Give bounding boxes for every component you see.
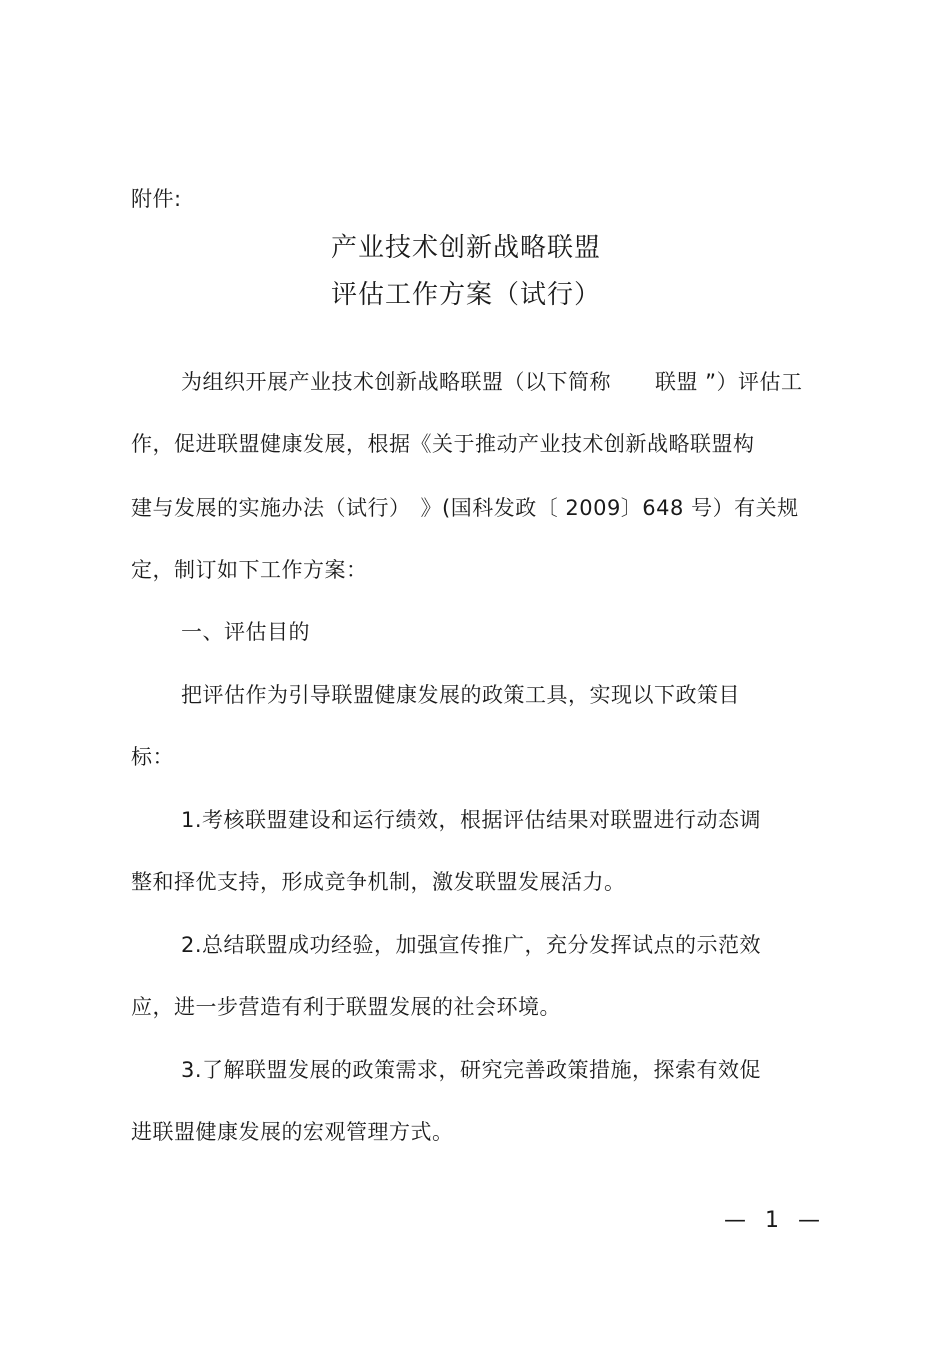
document-title-line2: 评估工作方案（试行） <box>331 280 602 310</box>
intro-paragraph-line: 作，促进联盟健康发展，根据《关于推动产业技术创新战略联盟构 <box>131 432 755 456</box>
page-number: — 1 — <box>724 1208 826 1233</box>
intro-paragraph-line: 定，制订如下工作方案： <box>131 558 368 582</box>
intro-line1-part1: 为组织开展产业技术创新战略联盟（以下简称 <box>181 370 611 394</box>
list-item-3-line1: 3.了解联盟发展的政策需求，研究完善政策措施，探索有效促 <box>181 1058 762 1082</box>
section-paragraph-line: 把评估作为引导联盟健康发展的政策工具，实现以下政策目 <box>181 683 740 707</box>
section-paragraph-line: 标： <box>131 745 174 769</box>
intro-line3-part2: 》(国科发政〔 2009〕648 号）有关规 <box>420 496 799 520</box>
list-item-1-line2: 整和择优支持，形成竞争机制，激发联盟发展活力。 <box>131 870 626 894</box>
section-heading: 一、评估目的 <box>181 620 310 644</box>
intro-paragraph-line <box>131 494 799 522</box>
intro-paragraph-line <box>181 368 803 396</box>
intro-line3-part1: 建与发展的实施办法（试行） <box>131 496 411 520</box>
list-item-2-line1: 2.总结联盟成功经验，加强宣传推广，充分发挥试点的示范效 <box>181 933 762 957</box>
list-item-3-line2: 进联盟健康发展的宏观管理方式。 <box>131 1120 454 1144</box>
list-item-2-line2: 应，进一步营造有利于联盟发展的社会环境。 <box>131 995 561 1019</box>
list-item-1-line1: 1.考核联盟建设和运行绩效，根据评估结果对联盟进行动态调 <box>181 808 762 832</box>
attachment-label: 附件: <box>131 187 182 211</box>
intro-line1-part2: 联盟 ”）评估工 <box>655 370 803 394</box>
document-title-line1: 产业技术创新战略联盟 <box>331 233 602 263</box>
